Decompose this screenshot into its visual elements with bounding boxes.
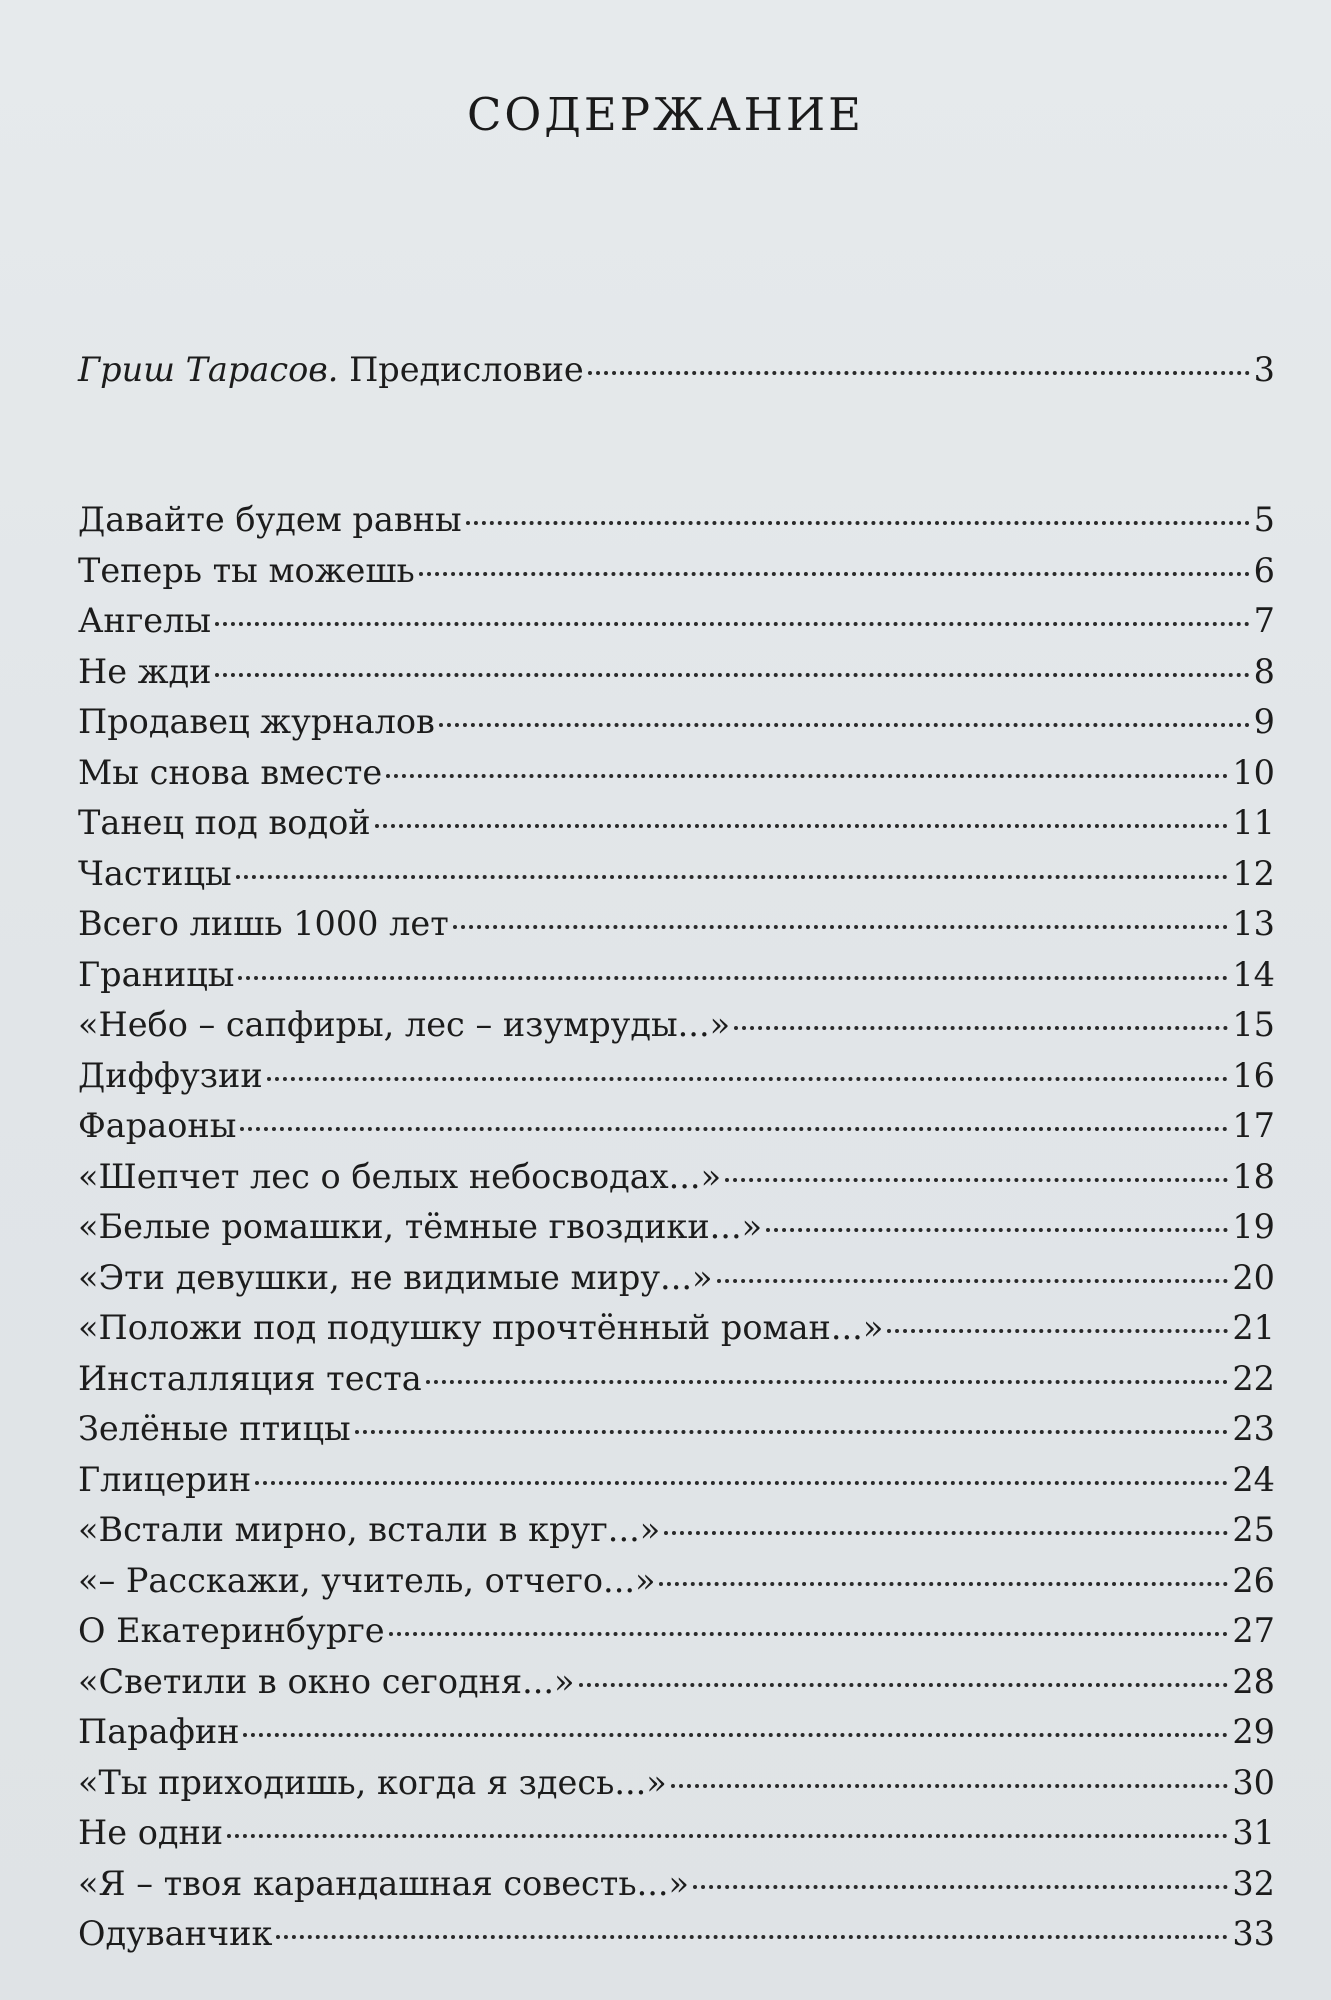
toc-leader-dots	[243, 1733, 1228, 1737]
toc-entry-title: «Я – твоя карандашная совесть...»	[78, 1863, 690, 1903]
toc-entry-row[interactable]	[78, 1253, 1275, 1304]
toc-leader-dots	[426, 1380, 1229, 1384]
toc-page-number: 33	[1232, 1914, 1275, 1953]
toc-leader-dots	[236, 875, 1229, 879]
toc-leader-dots	[215, 673, 1249, 677]
toc-leader-dots	[439, 723, 1250, 727]
toc-entry-title: «Шепчет лес о белых небосводах...»	[78, 1156, 722, 1196]
toc-entry-title: Границы	[78, 954, 235, 994]
toc-entry-title: Продавец журналов	[78, 702, 435, 741]
toc-page-number: 29	[1232, 1712, 1275, 1751]
toc-page-number: 8	[1253, 651, 1275, 691]
toc-page-number: 17	[1232, 1106, 1275, 1145]
toc-page-number: 3	[1253, 350, 1275, 389]
toc-entry-row[interactable]	[78, 849, 1275, 900]
toc-entry-title: Танец под водой	[78, 803, 371, 842]
toc-entry-row[interactable]	[78, 647, 1275, 698]
toc-entry-row[interactable]	[78, 1051, 1275, 1102]
toc-leader-dots	[267, 1077, 1229, 1081]
toc-leader-dots	[276, 1935, 1228, 1939]
toc-leader-dots	[227, 1834, 1228, 1838]
toc-leader-dots	[717, 1279, 1229, 1283]
toc-entry-title: «Встали мирно, встали в круг...»	[78, 1510, 661, 1549]
toc-entry-title: Не жди	[78, 651, 212, 691]
toc-leader-dots	[887, 1329, 1228, 1333]
toc-entry-title: Не одни	[78, 1813, 224, 1852]
toc-entry-row[interactable]	[78, 596, 1275, 647]
toc-leader-dots	[453, 925, 1229, 929]
toc-entry-title: Теперь ты можешь	[78, 550, 415, 590]
toc-entry-title: Частицы	[78, 853, 232, 893]
toc-entry-row[interactable]	[78, 1000, 1275, 1051]
toc-page-number: 32	[1232, 1863, 1275, 1903]
toc-leader-dots	[766, 1228, 1228, 1232]
toc-entry-title: Диффузии	[78, 1055, 263, 1095]
toc-leader-dots	[255, 1481, 1228, 1485]
toc-entry-title: «Эти девушки, не видимые миру...»	[78, 1257, 713, 1297]
toc-leader-dots	[664, 1531, 1228, 1535]
toc-page-number: 28	[1232, 1661, 1275, 1701]
toc-entry-row[interactable]	[78, 1152, 1275, 1203]
toc-leader-dots	[215, 622, 1250, 626]
toc-entry-title: «Положи под подушку прочтённый роман...»	[78, 1308, 884, 1347]
toc-entry-row[interactable]	[78, 546, 1275, 597]
toc-entry-title: «Белые ромашки, тёмные гвоздики...»	[78, 1207, 763, 1246]
toc-entry-row[interactable]	[78, 697, 1275, 748]
toc-page-number: 11	[1232, 803, 1275, 842]
toc-entry-title: Ангелы	[78, 601, 212, 640]
toc-entry-title: Парафин	[78, 1712, 240, 1751]
toc-page-number: 25	[1232, 1510, 1275, 1549]
toc-leader-dots	[375, 824, 1229, 828]
toc-preface-label: Предисловие	[349, 350, 584, 389]
toc-page-number: 14	[1232, 954, 1275, 994]
toc-leader-dots	[355, 1430, 1229, 1434]
toc-entry-title: «Ты приходишь, когда я здесь...»	[78, 1762, 667, 1802]
toc-page-number: 23	[1232, 1409, 1275, 1448]
toc-list	[78, 495, 1275, 1960]
toc-leader-dots	[240, 1127, 1228, 1131]
toc-page-number: 7	[1253, 601, 1275, 640]
toc-entry-row[interactable]	[78, 1101, 1275, 1152]
toc-leader-dots	[579, 1683, 1229, 1687]
toc-entry-title: О Екатеринбурге	[78, 1611, 385, 1650]
toc-entry-title: Инсталляция теста	[78, 1358, 422, 1398]
toc-entry-title: Фараоны	[78, 1106, 237, 1145]
toc-page-number: 19	[1232, 1207, 1275, 1246]
toc-entry-row[interactable]	[78, 1505, 1275, 1556]
toc-page-number: 6	[1253, 550, 1275, 590]
toc-page-number: 20	[1232, 1257, 1275, 1297]
toc-leader-dots	[419, 572, 1250, 576]
toc-leader-dots	[725, 1178, 1228, 1182]
toc-entry-title: Зелёные птицы	[78, 1409, 351, 1448]
toc-page-number: 24	[1232, 1459, 1275, 1499]
toc-entry-row[interactable]	[78, 798, 1275, 849]
toc-page-number: 12	[1232, 853, 1275, 893]
toc-entry-row[interactable]	[78, 1556, 1275, 1607]
toc-entry-row[interactable]	[78, 1404, 1275, 1455]
toc-leader-dots	[671, 1784, 1229, 1788]
toc-leader-dots	[659, 1582, 1228, 1586]
toc-entry-row[interactable]	[78, 1758, 1275, 1809]
toc-entry-title: «Небо – сапфиры, лес – изумруды...»	[78, 1005, 731, 1044]
toc-entry-title: «Светили в окно сегодня...»	[78, 1661, 575, 1701]
toc-leader-dots	[734, 1026, 1228, 1030]
toc-page-number: 27	[1232, 1611, 1275, 1650]
toc-page-number: 30	[1232, 1762, 1275, 1802]
toc-entry-row[interactable]	[78, 1707, 1275, 1758]
toc-entry-title: Глицерин	[78, 1459, 252, 1499]
toc-page-number: 21	[1232, 1308, 1275, 1347]
toc-preface-author: Гриш Тарасов.	[78, 350, 339, 389]
toc-leader-dots	[693, 1885, 1228, 1889]
toc-leader-dots	[238, 976, 1228, 980]
toc-entry-title: «– Расскажи, учитель, отчего...»	[78, 1560, 656, 1600]
toc-page-number: 31	[1232, 1813, 1275, 1852]
toc-preface-title	[78, 345, 584, 396]
toc-page-number: 18	[1232, 1156, 1275, 1196]
toc-entry-row[interactable]	[78, 748, 1275, 799]
toc-leader-dots	[386, 774, 1228, 778]
toc-entry-row[interactable]	[78, 1606, 1275, 1657]
toc-entry-row[interactable]	[78, 1202, 1275, 1253]
toc-entry-row[interactable]	[78, 1657, 1275, 1708]
toc-leader-dots	[389, 1632, 1229, 1636]
page-title: СОДЕРЖАНИЕ	[466, 88, 864, 141]
toc-entry-row[interactable]	[78, 1859, 1275, 1910]
toc-entry-row[interactable]	[78, 1455, 1275, 1506]
toc-entry-row[interactable]	[78, 495, 1275, 546]
toc-leader-dots	[588, 371, 1250, 375]
toc-entry-title: Одуванчик	[78, 1914, 273, 1953]
toc-page-number: 26	[1232, 1560, 1275, 1600]
toc-page-number: 15	[1232, 1005, 1275, 1044]
toc-entry-row[interactable]	[78, 950, 1275, 1001]
toc-page-number: 22	[1232, 1358, 1275, 1398]
toc-page-number: 10	[1232, 752, 1275, 792]
toc-entry-title: Мы снова вместе	[78, 752, 383, 792]
toc-entry-row[interactable]	[78, 1909, 1275, 1960]
toc-page-number: 9	[1253, 702, 1275, 741]
toc-entry-title: Всего лишь 1000 лет	[78, 904, 449, 943]
toc-page-number: 16	[1232, 1055, 1275, 1095]
toc-entry-row[interactable]	[78, 1808, 1275, 1859]
toc-leader-dots	[466, 521, 1250, 525]
toc-page-number: 5	[1253, 500, 1275, 539]
toc-page-number: 13	[1232, 904, 1275, 943]
toc-entry-row[interactable]	[78, 899, 1275, 950]
toc-entry-row[interactable]	[78, 1303, 1275, 1354]
toc-entry-title: Давайте будем равны	[78, 500, 462, 539]
toc-preface-row[interactable]	[78, 345, 1275, 396]
toc-entry-row[interactable]	[78, 1354, 1275, 1405]
